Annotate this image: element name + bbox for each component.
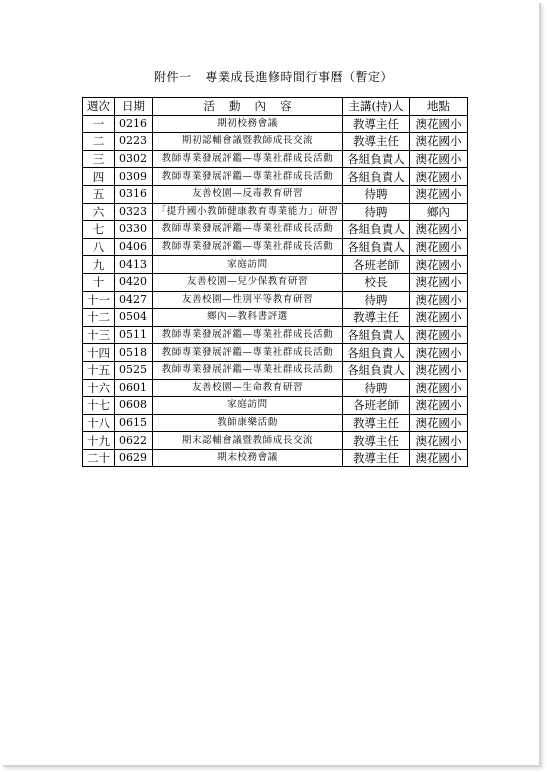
week-cell: 十 <box>83 273 115 291</box>
table-row <box>83 414 468 432</box>
table-row <box>83 238 468 256</box>
table-row <box>83 361 468 379</box>
host-cell: 各組負責人 <box>343 361 410 379</box>
date-cell: 0622 <box>115 432 153 450</box>
date-cell: 0608 <box>115 397 153 415</box>
week-cell: 十二 <box>83 309 115 327</box>
week-cell: 十八 <box>83 414 115 432</box>
week-cell: 十五 <box>83 361 115 379</box>
host-cell: 各組負責人 <box>343 326 410 344</box>
place-cell: 澳花國小 <box>410 238 468 256</box>
place-cell: 澳花國小 <box>410 150 468 168</box>
activity-cell: 友善校園—兒少保教育研習 <box>153 273 343 291</box>
activity-cell: 教師專業發展評鑑—專業社群成長活動 <box>153 150 343 168</box>
week-cell: 八 <box>83 238 115 256</box>
activity-cell: 「提升國小教師健康教育專業能力」研習 <box>153 203 343 221</box>
week-cell: 二 <box>83 133 115 151</box>
host-cell: 各組負責人 <box>343 221 410 239</box>
header-activity <box>153 98 343 116</box>
place-cell: 澳花國小 <box>410 326 468 344</box>
table-row <box>83 449 468 467</box>
activity-cell: 教師專業發展評鑑—專業社群成長活動 <box>153 238 343 256</box>
place-cell: 鄉內 <box>410 203 468 221</box>
activity-cell: 鄉內—教科書評選 <box>153 309 343 327</box>
place-cell: 澳花國小 <box>410 133 468 151</box>
header-week: 週次 <box>83 98 115 116</box>
table-row <box>83 185 468 203</box>
date-cell: 0413 <box>115 256 153 274</box>
table-row <box>83 309 468 327</box>
table-row <box>83 203 468 221</box>
activity-cell: 期末認輔會議暨教師成長交流 <box>153 432 343 450</box>
table-row <box>83 379 468 397</box>
date-cell: 0629 <box>115 449 153 467</box>
host-cell: 教導主任 <box>343 115 410 133</box>
date-cell: 0511 <box>115 326 153 344</box>
week-cell: 六 <box>83 203 115 221</box>
host-cell: 各組負責人 <box>343 150 410 168</box>
place-cell: 澳花國小 <box>410 397 468 415</box>
week-cell: 十七 <box>83 397 115 415</box>
date-cell: 0406 <box>115 238 153 256</box>
activity-cell: 家庭訪問 <box>153 256 343 274</box>
date-cell: 0309 <box>115 168 153 186</box>
host-cell: 各組負責人 <box>343 344 410 362</box>
host-cell: 校長 <box>343 273 410 291</box>
title-main: 專業成長進修時間行事曆（暫定） <box>205 70 394 84</box>
week-cell: 九 <box>83 256 115 274</box>
schedule-table <box>82 97 468 467</box>
table-row <box>83 432 468 450</box>
table-row <box>83 221 468 239</box>
week-cell: 一 <box>83 115 115 133</box>
activity-cell: 友善校園—反毒教育研習 <box>153 185 343 203</box>
host-cell: 各組負責人 <box>343 238 410 256</box>
place-cell: 澳花國小 <box>410 221 468 239</box>
activity-cell: 友善校園—性別平等教育研習 <box>153 291 343 309</box>
week-cell: 十三 <box>83 326 115 344</box>
host-cell: 各組負責人 <box>343 168 410 186</box>
place-cell: 澳花國小 <box>410 449 468 467</box>
table-row <box>83 133 468 151</box>
activity-cell: 教師康樂活動 <box>153 414 343 432</box>
header-date: 日期 <box>115 98 153 116</box>
date-cell: 0518 <box>115 344 153 362</box>
activity-cell: 家庭訪問 <box>153 397 343 415</box>
place-cell: 澳花國小 <box>410 273 468 291</box>
date-cell: 0223 <box>115 133 153 151</box>
place-cell: 澳花國小 <box>410 379 468 397</box>
week-cell: 五 <box>83 185 115 203</box>
table-row <box>83 168 468 186</box>
week-cell: 十九 <box>83 432 115 450</box>
activity-cell: 教師專業發展評鑑—專業社群成長活動 <box>153 221 343 239</box>
host-cell: 待聘 <box>343 291 410 309</box>
date-cell: 0504 <box>115 309 153 327</box>
activity-cell: 友善校園—生命教育研習 <box>153 379 343 397</box>
date-cell: 0216 <box>115 115 153 133</box>
date-cell: 0615 <box>115 414 153 432</box>
host-cell: 待聘 <box>343 203 410 221</box>
week-cell: 二十 <box>83 449 115 467</box>
table-row <box>83 115 468 133</box>
place-cell: 澳花國小 <box>410 168 468 186</box>
activity-cell: 期末校務會議 <box>153 449 343 467</box>
place-cell: 澳花國小 <box>410 291 468 309</box>
place-cell: 澳花國小 <box>410 115 468 133</box>
table-row <box>83 344 468 362</box>
place-cell: 澳花國小 <box>410 432 468 450</box>
table-header-row <box>83 98 468 116</box>
date-cell: 0601 <box>115 379 153 397</box>
document-title <box>0 68 547 85</box>
week-cell: 七 <box>83 221 115 239</box>
table-row <box>83 256 468 274</box>
activity-cell: 教師專業發展評鑑—專業社群成長活動 <box>153 344 343 362</box>
table-row <box>83 326 468 344</box>
place-cell: 澳花國小 <box>410 309 468 327</box>
table-row <box>83 397 468 415</box>
host-cell: 待聘 <box>343 185 410 203</box>
host-cell: 各班老師 <box>343 256 410 274</box>
host-cell: 各班老師 <box>343 397 410 415</box>
host-cell: 待聘 <box>343 379 410 397</box>
place-cell: 澳花國小 <box>410 414 468 432</box>
date-cell: 0427 <box>115 291 153 309</box>
activity-cell: 期初認輔會議暨教師成長交流 <box>153 133 343 151</box>
week-cell: 十六 <box>83 379 115 397</box>
host-cell: 教導主任 <box>343 432 410 450</box>
date-cell: 0302 <box>115 150 153 168</box>
week-cell: 十四 <box>83 344 115 362</box>
host-cell: 教導主任 <box>343 133 410 151</box>
place-cell: 澳花國小 <box>410 185 468 203</box>
activity-cell: 教師專業發展評鑑—專業社群成長活動 <box>153 326 343 344</box>
place-cell: 澳花國小 <box>410 256 468 274</box>
header-place: 地點 <box>410 98 468 116</box>
host-cell: 教導主任 <box>343 449 410 467</box>
date-cell: 0316 <box>115 185 153 203</box>
place-cell: 澳花國小 <box>410 361 468 379</box>
table-row <box>83 273 468 291</box>
date-cell: 0525 <box>115 361 153 379</box>
date-cell: 0330 <box>115 221 153 239</box>
table-row <box>83 150 468 168</box>
header-host: 主講(持)人 <box>343 98 410 116</box>
activity-cell: 教師專業發展評鑑—專業社群成長活動 <box>153 168 343 186</box>
date-cell: 0420 <box>115 273 153 291</box>
table-row <box>83 291 468 309</box>
activity-cell: 期初校務會議 <box>153 115 343 133</box>
week-cell: 三 <box>83 150 115 168</box>
header-activity-label: 活動內容 <box>203 99 306 114</box>
place-cell: 澳花國小 <box>410 344 468 362</box>
week-cell: 四 <box>83 168 115 186</box>
title-prefix: 附件一 <box>153 70 192 84</box>
activity-cell: 教師專業發展評鑑—專業社群成長活動 <box>153 361 343 379</box>
week-cell: 十一 <box>83 291 115 309</box>
host-cell: 教導主任 <box>343 414 410 432</box>
date-cell: 0323 <box>115 203 153 221</box>
host-cell: 教導主任 <box>343 309 410 327</box>
